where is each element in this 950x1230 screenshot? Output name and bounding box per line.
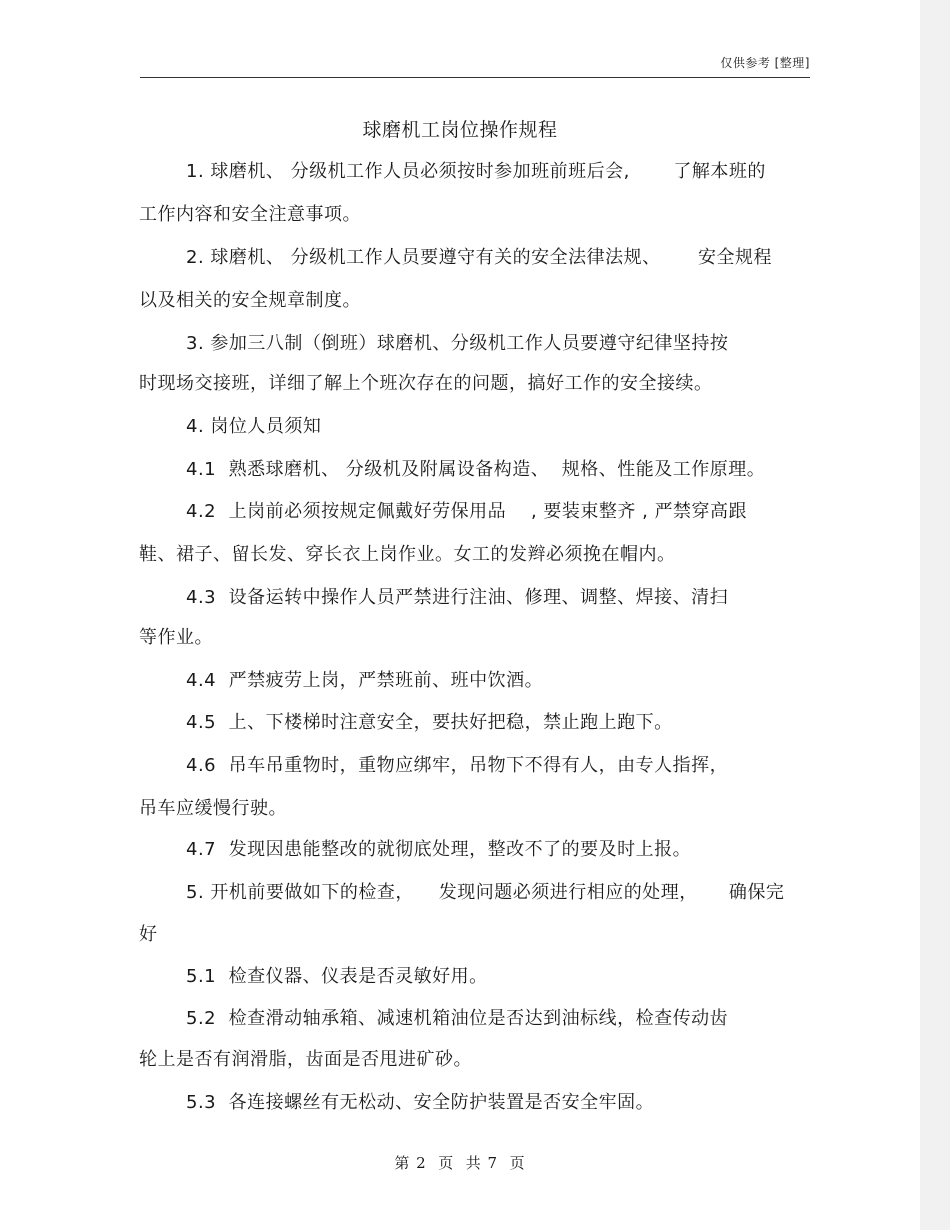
paragraph-line: 4.6 吊车吊重物时，重物应绑牢，吊物下不得有人，由专人指挥， <box>186 755 729 776</box>
paragraph-line: 4.2 上岗前必须按规定佩戴好劳保用品 , 要装束整齐 , 严禁穿高跟 <box>186 501 748 522</box>
paragraph-line: 4.1 熟悉球磨机、 分级机及附属设备构造、 规格、性能及工作原理。 <box>186 459 766 480</box>
paragraph-line: 5.2 检查滑动轴承箱、减速机箱油位是否达到油标线，检查传动齿 <box>186 1008 729 1029</box>
paragraph-line: 以及相关的安全规章制度。 <box>139 290 361 311</box>
paragraph-line: 好 <box>139 924 158 945</box>
paragraph-line: 3. 参加三八制（倒班）球磨机、分级机工作人员要遵守纪律坚持按 <box>186 333 729 354</box>
page-number: 第 2 页 共 7 页 <box>394 1154 526 1172</box>
paragraph-line: 等作业。 <box>139 627 213 648</box>
paragraph-line: 鞋、裙子、留长发、穿长衣上岗作业。女工的发辫必须挽在帽内。 <box>139 544 676 565</box>
paragraph-line: 5.1 检查仪器、仪表是否灵敏好用。 <box>186 966 488 987</box>
paragraph-line: 4.4 严禁疲劳上岗，严禁班前、班中饮酒。 <box>186 670 544 691</box>
paragraph-line: 1. 球磨机、 分级机工作人员必须按时参加班前班后会, 了解本班的 <box>186 161 766 182</box>
header-note: 仅供参考 [整理] <box>720 56 810 70</box>
paragraph-line: 4.5 上、下楼梯时注意安全，要扶好把稳，禁止跑上跑下。 <box>186 712 673 733</box>
header-divider <box>140 77 810 78</box>
paragraph-line: 4.3 设备运转中操作人员严禁进行注油、修理、调整、焊接、清扫 <box>186 587 729 608</box>
paragraph-line: 5.3 各连接螺丝有无松动、安全防护装置是否安全牢固。 <box>186 1092 655 1113</box>
paragraph-line: 4. 岗位人员须知 <box>186 416 322 437</box>
paragraph-line: 4.7 发现因患能整改的就彻底处理，整改不了的要及时上报。 <box>186 839 692 860</box>
document-title: 球磨机工岗位操作规程 <box>362 119 558 141</box>
paragraph-line: 时现场交接班，详细了解上个班次存在的问题，搞好工作的安全接续。 <box>139 373 713 394</box>
paragraph-line: 2. 球磨机、 分级机工作人员要遵守有关的安全法律法规、 安全规程 <box>186 247 772 268</box>
paragraph-line: 工作内容和安全注意事项。 <box>139 204 361 225</box>
paragraph-line: 5. 开机前要做如下的检查， 发现问题必须进行相应的处理， 确保完 <box>186 882 785 903</box>
paragraph-line: 轮上是否有润滑脂，齿面是否甩进矿砂。 <box>139 1049 472 1070</box>
paragraph-line: 吊车应缓慢行驶。 <box>139 798 287 819</box>
